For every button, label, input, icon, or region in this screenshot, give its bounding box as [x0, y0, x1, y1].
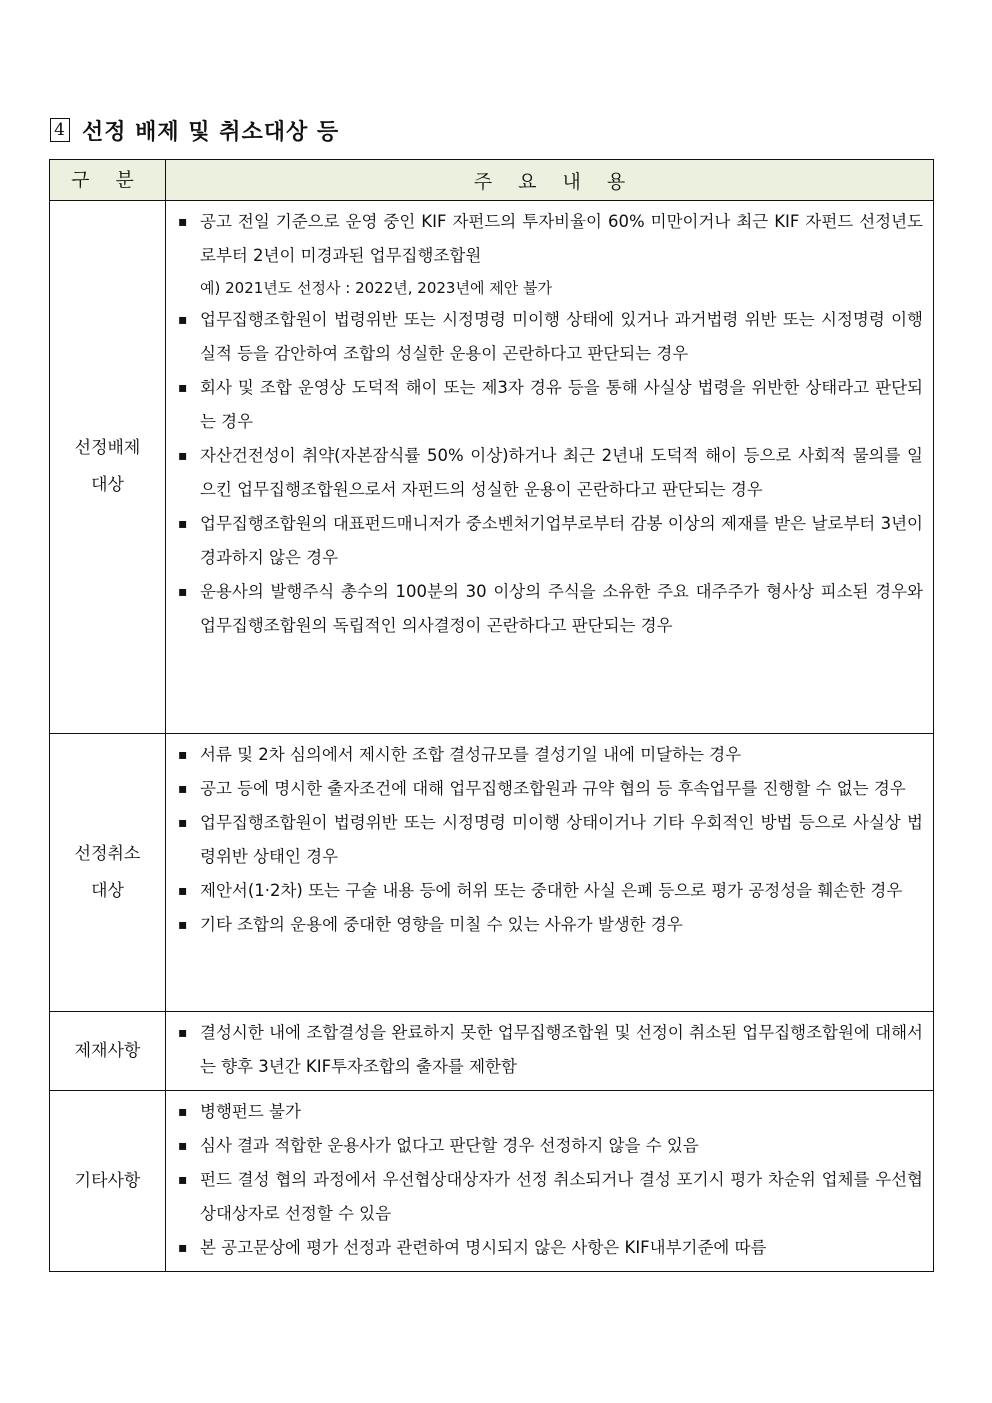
bullet-icon: ▪ — [178, 1240, 188, 1256]
row-category: 제재사항 — [50, 1012, 166, 1090]
criteria-table — [49, 159, 934, 1272]
table-row — [50, 1090, 933, 1271]
section-heading — [50, 114, 339, 146]
row-category: 기타사항 — [50, 1091, 166, 1271]
table-row — [50, 201, 933, 733]
bullet-icon: ▪ — [178, 1104, 188, 1120]
list-item: ▪ 제안서(1·2차) 또는 구술 내용 등에 허위 또는 중대한 사실 은폐 등으로 평가 공정성을 훼손한 경우 — [178, 874, 923, 908]
row-content — [166, 734, 933, 1011]
table-row — [50, 1011, 933, 1090]
section-title: 선정 배제 및 취소대상 등 — [82, 118, 340, 145]
list-item: ▪ 운용사의 발행주식 총수의 100분의 30 이상의 주식을 소유한 주요 대주주가 형사상 피소된 경우와 업무집행조합원의 독립적인 의사결정이 곤란하다고 판단되는 경우 — [178, 575, 923, 643]
row-category: 선정배제 대상 — [50, 201, 166, 733]
row-category: 선정취소 대상 — [50, 734, 166, 1011]
list-item: ▪ 업무집행조합원이 법령위반 또는 시정명령 미이행 상태이거나 기타 우회적인 방법 등으로 사실상 법령위반 상태인 경우 — [178, 806, 923, 874]
bullet-icon: ▪ — [178, 1172, 188, 1188]
list-item: ▪ 본 공고문상에 평가 선정과 관련하여 명시되지 않은 사항은 KIF내부기준에 따름 — [178, 1231, 923, 1265]
bullet-icon: ▪ — [178, 1138, 188, 1154]
bullet-icon: ▪ — [178, 1025, 188, 1041]
bullet-icon: ▪ — [178, 214, 188, 230]
header-category: 구 분 — [50, 160, 166, 200]
list-item: ▪ 업무집행조합원의 대표펀드매니저가 중소벤처기업부로부터 감봉 이상의 제재를 받은 날로부터 3년이 경과하지 않은 경우 — [178, 507, 923, 575]
list-item: ▪ 서류 및 2차 심의에서 제시한 조합 결성규모를 결성기일 내에 미달하는 경우 — [178, 738, 923, 772]
bullet-icon: ▪ — [178, 516, 188, 532]
bullet-icon: ▪ — [178, 815, 188, 831]
bullet-icon: ▪ — [178, 448, 188, 464]
row-content — [166, 201, 933, 733]
table-header-row — [50, 160, 933, 201]
section-number: 4 — [50, 118, 70, 142]
bullet-icon: ▪ — [178, 380, 188, 396]
list-item: ▪ 기타 조합의 운용에 중대한 영향을 미칠 수 있는 사유가 발생한 경우 — [178, 908, 923, 942]
example-note: 예) 2021년도 선정사 : 2022년, 2023년에 제안 불가 — [200, 279, 552, 297]
row-content — [166, 1012, 933, 1090]
list-item: ▪ 자산건전성이 취약(자본잠식률 50% 이상)하거나 최근 2년내 도덕적 해이 등으로 사회적 물의를 일으킨 업무집행조합원으로서 자펀드의 성실한 운용이 곤란하다고 판단되는 경우 — [178, 439, 923, 507]
bullet-icon: ▪ — [178, 917, 188, 933]
bullet-icon: ▪ — [178, 312, 188, 328]
bullet-icon: ▪ — [178, 584, 188, 600]
table-row — [50, 733, 933, 1011]
list-item: ▪ 공고 등에 명시한 출자조건에 대해 업무집행조합원과 규약 협의 등 후속업무를 진행할 수 없는 경우 — [178, 772, 923, 806]
bullet-icon: ▪ — [178, 781, 188, 797]
header-content: 주 요 내 용 — [473, 170, 636, 193]
list-item: ▪ 업무집행조합원이 법령위반 또는 시정명령 미이행 상태에 있거나 과거법령 위반 또는 시정명령 이행실적 등을 감안하여 조합의 성실한 운용이 곤란하다고 판단되는 경우 — [178, 303, 923, 371]
row-content — [166, 1091, 933, 1271]
list-item: ▪ 공고 전일 기준으로 운영 중인 KIF 자펀드의 투자비율이 60% 미만이거나 최근 KIF 자펀드 선정년도로부터 2년이 미경과된 업무집행조합원 — [178, 205, 923, 273]
list-item: ▪ 심사 결과 적합한 운용사가 없다고 판단할 경우 선정하지 않을 수 있음 — [178, 1129, 923, 1163]
bullet-icon: ▪ — [178, 747, 188, 763]
list-item: ▪ 병행펀드 불가 — [178, 1095, 923, 1129]
list-item: ▪ 펀드 결성 협의 과정에서 우선협상대상자가 선정 취소되거나 결성 포기시 평가 차순위 업체를 우선협상대상자로 선정할 수 있음 — [178, 1163, 923, 1231]
bullet-icon: ▪ — [178, 883, 188, 899]
list-item: ▪ 결성시한 내에 조합결성을 완료하지 못한 업무집행조합원 및 선정이 취소된 업무집행조합원에 대해서는 향후 3년간 KIF투자조합의 출자를 제한함 — [178, 1016, 923, 1084]
list-item: ▪ 회사 및 조합 운영상 도덕적 해이 또는 제3자 경유 등을 통해 사실상 법령을 위반한 상태라고 판단되는 경우 — [178, 371, 923, 439]
